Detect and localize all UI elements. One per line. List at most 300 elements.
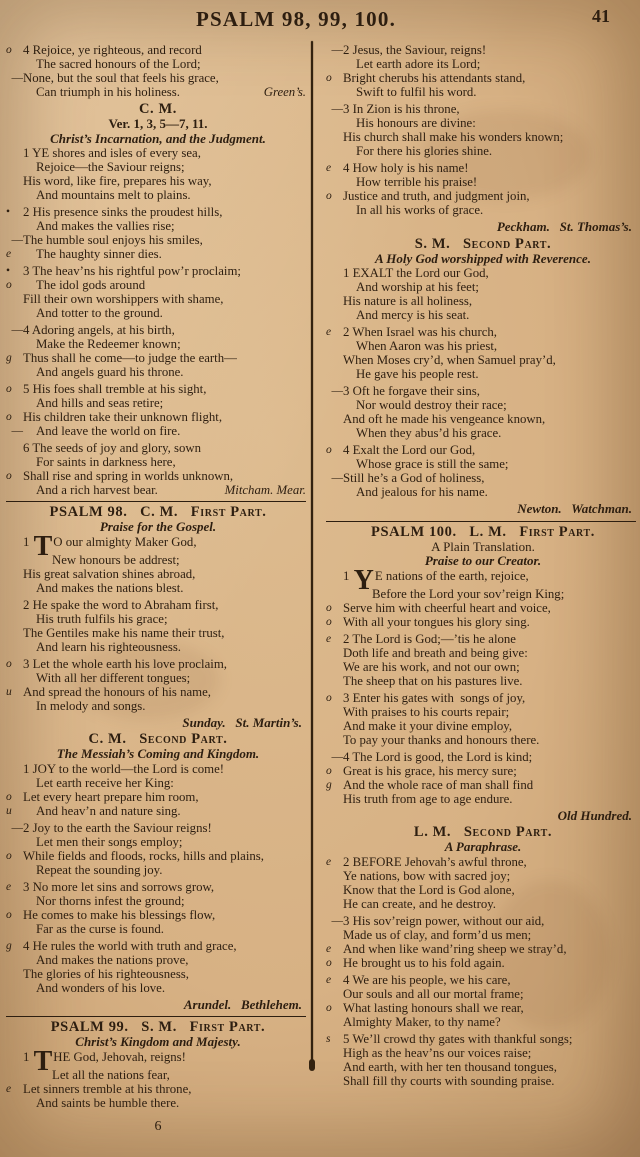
verse-line: [326, 280, 640, 294]
verse-line: [326, 308, 640, 322]
verse-text: The haughty sinner dies.: [36, 247, 162, 261]
psalm-verse: [6, 598, 310, 654]
verse-line: [326, 973, 640, 987]
verse-text: 2 Joy to the earth the Saviour reigns!: [23, 820, 212, 835]
verse-text: Nor would destroy their race;: [356, 398, 507, 412]
expression-mark: —: [331, 385, 342, 397]
verse-text: Can triumph in his holiness.: [36, 85, 180, 99]
verse-line: [326, 443, 640, 457]
verse-text: His truth from age to age endure.: [343, 791, 513, 806]
verse-line: [326, 457, 640, 471]
verse-line: [6, 762, 310, 776]
verse-text: 3 Let the whole earth his love proclaim,: [23, 656, 227, 671]
psalm-verse: [326, 443, 640, 499]
psalm-heading: S. M. Second Part.: [414, 235, 552, 252]
verse-text: 4 He rules the world with truth and grace,: [23, 938, 237, 953]
verse-text: And mountains melt to plains.: [36, 188, 191, 202]
expression-mark: —: [11, 821, 22, 834]
psalm-verse: [326, 384, 640, 440]
psalm-verse: [326, 914, 640, 970]
psalm-verse: [326, 973, 640, 1029]
psalm-heading: PSALM 99. S. M. First Part.: [50, 1019, 266, 1035]
verse-line: [6, 278, 310, 292]
verse-line: [6, 469, 310, 483]
expression-mark: e: [326, 326, 332, 338]
verse-line: [6, 581, 310, 595]
psalm-verse: [326, 691, 640, 747]
verse-line: [6, 1096, 310, 1110]
verse-line: [6, 396, 310, 410]
verse-line: [326, 485, 640, 499]
psalm-verse: [6, 205, 310, 261]
expression-mark: —: [331, 914, 342, 927]
verse-text: Shall rise and spring in worlds unknown,: [23, 469, 234, 483]
verse-text: 4 Adoring angels, at his birth,: [23, 323, 175, 337]
verse-line: [326, 956, 640, 970]
verse-line: [326, 144, 640, 158]
verse-text: What lasting honours shall we rear,: [343, 1000, 524, 1015]
left-column: [0, 43, 310, 1135]
psalm-verse: [6, 441, 310, 497]
expression-mark: —: [11, 425, 22, 437]
verse-text: Great is his grace, his mercy sure;: [343, 763, 517, 778]
verse-text: 3 Oft he forgave their sins,: [343, 384, 480, 398]
tune-names: Old Hundred.: [557, 807, 632, 823]
verse-line: [326, 646, 640, 660]
tune-names: Newton. Watchman.: [517, 501, 632, 516]
verse-number: 1: [23, 534, 33, 549]
expression-mark: o: [6, 790, 12, 803]
hymn-subtitle: Praise to our Creator.: [424, 553, 542, 568]
expression-mark: o: [6, 44, 12, 56]
psalm-verse: [326, 161, 640, 217]
verse-line: [326, 987, 640, 1001]
verse-text: 2 The Lord is God;—’tis he alone: [343, 631, 516, 646]
expression-mark: o: [326, 190, 332, 202]
verse-line: [6, 233, 310, 247]
hymn-subtitle: Praise for the Gospel.: [99, 519, 217, 534]
verse-line: [6, 657, 310, 671]
expression-mark: g: [6, 939, 12, 952]
section-rule: [6, 1016, 306, 1017]
psalm-verse: [6, 762, 310, 818]
psalm-verse: [326, 1032, 640, 1088]
verse-text: When Moses cry’d, when Samuel pray’d,: [343, 353, 556, 367]
verse-line: [326, 1046, 640, 1060]
verse-line: [6, 483, 310, 497]
expression-mark: u: [6, 685, 12, 698]
verse-number: 1: [343, 568, 353, 583]
verse-text: Rejoice—the Saviour reigns;: [36, 160, 185, 174]
verse-text: 6 The seeds of joy and glory, sown: [23, 441, 202, 455]
verse-line: [326, 1015, 640, 1029]
verse-text: Made us of clay, and form’d us men;: [343, 927, 532, 942]
expression-mark: —: [11, 72, 22, 84]
verse-line: [326, 325, 640, 339]
psalm-verse: [326, 102, 640, 158]
verse-line: [326, 587, 640, 601]
tune-name: Green’s.: [263, 85, 306, 99]
verse-text: He can create, and he destroy.: [343, 896, 497, 911]
verse-text: For there his glories shine.: [356, 144, 493, 158]
verse-line: [6, 1068, 310, 1082]
verse-text: Bright cherubs his attendants stand,: [343, 71, 526, 85]
expression-mark: o: [326, 764, 332, 777]
verse-text: 3 In Zion is his throne,: [343, 102, 460, 116]
verse-line: [326, 928, 640, 942]
expression-mark: e: [6, 248, 12, 260]
verse-text: Let every heart prepare him room,: [23, 789, 199, 804]
verse-text: And wonders of his love.: [36, 980, 166, 995]
verse-line: [6, 441, 310, 455]
verse-text: And makes the nations blest.: [36, 580, 184, 595]
verse-line: [326, 869, 640, 883]
verse-text: 3 No more let sins and sorrows grow,: [23, 879, 215, 894]
verse-text: 2 Jesus, the Saviour, reigns!: [343, 43, 487, 57]
verse-line: [326, 615, 640, 629]
psalm-verse: [6, 323, 310, 379]
verse-text: 1 EXALT the Lord our God,: [343, 266, 489, 280]
hymn-subtitle: Christ’s Incarnation, and the Judgment.: [50, 130, 266, 146]
expression-mark: g: [6, 352, 12, 364]
expression-mark: e: [6, 1082, 12, 1095]
verse-line: [6, 685, 310, 699]
verse-line: [6, 821, 310, 835]
verse-text: His word, like fire, prepares his way,: [23, 174, 212, 188]
verse-line: [6, 410, 310, 424]
verse-text: E nations of the earth, rejoice,: [374, 568, 529, 583]
verse-text: And worship at his feet;: [356, 280, 479, 294]
section-rule: [6, 501, 306, 502]
verse-text: O our almighty Maker God,: [53, 534, 197, 549]
verse-text: 4 We are his people, we his care,: [343, 972, 511, 987]
verse-text: The idol gods around: [36, 278, 146, 292]
verse-text: 2 His presence sinks the proudest hills,: [23, 205, 223, 219]
verse-text: Let men their songs employ;: [36, 834, 183, 849]
verse-text: And a rich harvest bear.: [36, 483, 158, 497]
verse-line: [6, 247, 310, 261]
verse-text: With praises to his courts repair;: [343, 704, 510, 719]
verse-text: The glories of his righteousness,: [23, 966, 189, 981]
verse-text: And learn his righteousness.: [36, 639, 182, 654]
verse-text: 5 We’ll crowd thy gates with thankful songs;: [343, 1031, 573, 1046]
verse-text: Justice and truth, and judgment join,: [343, 189, 530, 203]
verse-line: [6, 146, 310, 160]
verse-line: [326, 1074, 640, 1088]
verse-line: [326, 764, 640, 778]
verse-text: The humble soul enjoys his smiles,: [23, 233, 203, 247]
hymn-subtitle: A Holy God worshipped with Reverence.: [375, 250, 591, 266]
verse-line: [6, 640, 310, 654]
expression-mark: e: [326, 162, 332, 174]
verse-line: [6, 1082, 310, 1096]
expression-mark: g: [326, 778, 332, 791]
verse-text: And make it your divine employ,: [343, 718, 513, 733]
verse-line: [6, 351, 310, 365]
verse-text: And makes the vallies rise;: [36, 219, 175, 233]
verse-text: HE God, Jehovah, reigns!: [53, 1049, 186, 1064]
verse-text: Shall fill thy courts with sounding praise.: [343, 1073, 555, 1088]
verse-number: 1: [23, 1049, 33, 1064]
expression-mark: o: [6, 908, 12, 921]
expression-mark: —: [11, 324, 22, 336]
verse-line: [326, 71, 640, 85]
verse-text: And totter to the ground.: [36, 306, 163, 320]
psalm-verse: [326, 632, 640, 688]
verse-text: Still he’s a God of holiness,: [343, 471, 485, 485]
verse-line: [326, 102, 640, 116]
tune-names: Arundel. Bethlehem.: [183, 996, 302, 1012]
verse-text: 2 BEFORE Jehovah’s awful throne,: [343, 854, 527, 869]
expression-mark: o: [6, 470, 12, 482]
verse-text: Let earth receive her King:: [36, 775, 174, 790]
column-divider: [311, 41, 313, 1065]
verse-line: [326, 792, 640, 806]
verse-line: [326, 719, 640, 733]
hymn-subtitle: A Plain Translation.: [431, 538, 535, 554]
verse-line: [326, 294, 640, 308]
verse-line: [326, 130, 640, 144]
verse-text: The sacred honours of the Lord;: [36, 57, 201, 71]
verse-text: We are his work, and not our own;: [343, 659, 520, 674]
verse-text: And saints be humble there.: [36, 1095, 180, 1110]
psalm-verse: [6, 382, 310, 438]
verse-text: His children take their unknown flight,: [23, 410, 223, 424]
expression-mark: •: [6, 206, 11, 218]
verse-text: With all your tongues his glory sing.: [343, 614, 530, 629]
expression-mark: —: [331, 472, 342, 484]
verse-line: [6, 567, 310, 581]
verse-text: Thus shall he come—to judge the earth—: [23, 351, 237, 365]
expression-mark: o: [326, 691, 332, 704]
verse-line: [6, 939, 310, 953]
expression-mark: e: [326, 942, 332, 955]
verse-line: [6, 455, 310, 469]
verse-line: [326, 203, 640, 217]
verse-text: For saints in darkness here,: [36, 455, 176, 469]
verse-text: 4 How holy is his name!: [343, 161, 469, 175]
psalm-heading: PSALM 98. C. M. First Part.: [49, 504, 267, 520]
verse-line: [326, 750, 640, 764]
verse-line: [326, 674, 640, 688]
verse-line: [326, 43, 640, 57]
verse-text: Let sinners tremble at his throne,: [23, 1081, 192, 1096]
drop-cap: T: [33, 530, 53, 562]
verse-line: [326, 914, 640, 928]
verse-line: [6, 849, 310, 863]
expression-mark: o: [326, 956, 332, 969]
expression-mark: o: [6, 383, 12, 395]
expression-mark: e: [326, 973, 332, 986]
verse-text: And makes the nations prove,: [36, 952, 189, 967]
verse-line: [6, 699, 310, 713]
verse-text: None, but the soul that feels his grace,: [23, 71, 219, 85]
verse-line: [6, 612, 310, 626]
verse-text: 3 The heav’ns his rightful pow’r proclaim;: [23, 264, 241, 278]
verse-line: [326, 883, 640, 897]
verse-text: And mercy is his seat.: [356, 308, 470, 322]
verse-text: Let earth adore its Lord;: [356, 57, 481, 71]
expression-mark: e: [326, 855, 332, 868]
verse-line: [326, 778, 640, 792]
verse-line: [6, 863, 310, 877]
verse-text: And spread the honours of his name,: [23, 684, 212, 699]
verse-line: [326, 384, 640, 398]
verse-line: [326, 353, 640, 367]
verse-text: He brought us to his fold again.: [343, 955, 505, 970]
psalm-verse: [6, 264, 310, 320]
verse-line: [6, 382, 310, 396]
psalm-verse: [6, 1045, 310, 1110]
verse-text: Doth life and breath and being give:: [343, 645, 528, 660]
page-header: [0, 0, 640, 39]
verse-text: And earth, with her ten thousand tongues,: [343, 1059, 557, 1074]
verse-text: His truth fulfils his grace;: [36, 611, 168, 626]
verse-line: [326, 161, 640, 175]
psalm-verse: [326, 564, 640, 629]
psalm-verse: [6, 880, 310, 936]
verse-line: [326, 601, 640, 615]
verse-line: [6, 776, 310, 790]
psalm-verse: [326, 43, 640, 99]
verse-line: [6, 908, 310, 922]
verse-text: How terrible his praise!: [356, 175, 478, 189]
verse-line: [326, 632, 640, 646]
verse-text: In melody and songs.: [36, 698, 146, 713]
verse-reference: Ver. 1, 3, 5—7, 11.: [108, 116, 208, 131]
verse-line: [326, 733, 640, 747]
verse-text: And the whole race of man shall find: [343, 777, 534, 792]
hymn-subtitle: A Paraphrase.: [444, 839, 522, 854]
expression-mark: o: [6, 657, 12, 670]
tune-names: Sunday. St. Martin’s.: [182, 714, 302, 730]
verse-line: [326, 660, 640, 674]
hymn-subtitle: The Messiah’s Coming and Kingdom.: [56, 746, 260, 761]
verse-line: [6, 894, 310, 908]
verse-text: And jealous for his name.: [356, 485, 488, 499]
verse-text: His honours are divine:: [356, 116, 476, 130]
verse-line: [6, 188, 310, 202]
verse-line: [6, 306, 310, 320]
verse-line: [326, 426, 640, 440]
verse-line: [326, 471, 640, 485]
verse-line: [6, 880, 310, 894]
verse-line: [326, 189, 640, 203]
verse-line: [326, 367, 640, 381]
page-title: PSALM 98, 99, 100.: [195, 7, 397, 31]
verse-line: [326, 942, 640, 956]
verse-line: [6, 160, 310, 174]
verse-text: And heav’n and nature sing.: [36, 803, 181, 818]
verse-text: Ye nations, bow with sacred joy;: [343, 868, 511, 883]
verse-line: [6, 424, 310, 438]
verse-text: Almighty Maker, to thy name?: [343, 1014, 501, 1029]
verse-line: [6, 219, 310, 233]
verse-text: 3 Enter his gates with songs of joy,: [343, 690, 526, 705]
expression-mark: o: [6, 411, 12, 423]
section-rule: [326, 521, 636, 522]
expression-mark: e: [6, 880, 12, 893]
verse-line: [6, 967, 310, 981]
expression-mark: —: [11, 234, 22, 246]
verse-text: Far as the curse is found.: [36, 921, 164, 936]
psalm-verse: [6, 657, 310, 713]
verse-text: And hills and seas retire;: [36, 396, 164, 410]
psalm-verse: [6, 939, 310, 995]
expression-mark: o: [326, 444, 332, 456]
verse-line: [326, 266, 640, 280]
psalm-heading: PSALM 100. L. M. First Part.: [370, 523, 595, 540]
drop-cap: Y: [353, 564, 374, 596]
psalm-verse: [326, 325, 640, 381]
verse-line: [6, 598, 310, 612]
verse-line: [326, 897, 640, 911]
psalm-heading: C. M.: [138, 101, 178, 117]
verse-text: 2 He spake the word to Abraham first,: [23, 597, 219, 612]
verse-line: [6, 981, 310, 995]
verse-text: New honours be addrest;: [52, 552, 180, 567]
verse-line: [6, 804, 310, 818]
expression-mark: s: [326, 1032, 331, 1045]
verse-line: [6, 671, 310, 685]
expression-mark: •: [6, 265, 11, 277]
verse-text: His nature is all holiness,: [343, 294, 473, 308]
verse-line: [6, 43, 310, 57]
expression-mark: o: [6, 849, 12, 862]
verse-text: Serve him with cheerful heart and voice,: [343, 600, 551, 615]
expression-mark: —: [331, 44, 342, 56]
verse-line: [326, 1060, 640, 1074]
psalm-heading: C. M. Second Part.: [88, 731, 228, 747]
verse-line: [326, 57, 640, 71]
verse-line: [326, 1001, 640, 1015]
verse-text: Let all the nations fear,: [52, 1067, 170, 1082]
verse-text: Fill their own worshippers with shame,: [23, 292, 224, 306]
verse-line: [6, 365, 310, 379]
verse-line: [6, 790, 310, 804]
verse-text: And when like wand’ring sheep we stray’d,: [343, 941, 567, 956]
verse-text: His church shall make his wonders known;: [343, 130, 564, 144]
verse-text: When Aaron was his priest,: [356, 339, 498, 353]
psalm-heading: L. M. Second Part.: [413, 824, 553, 840]
verse-line: [6, 174, 310, 188]
psalm-verse: [6, 530, 310, 595]
verse-text: 1 JOY to the world—the Lord is come!: [23, 761, 225, 776]
hymn-subtitle: Christ’s Kingdom and Majesty.: [75, 1034, 241, 1049]
verse-text: 2 When Israel was his church,: [343, 325, 497, 339]
verse-text: His great salvation shines abroad,: [23, 566, 196, 581]
verse-text: Our souls and all our mortal frame;: [343, 986, 524, 1001]
verse-line: [6, 922, 310, 936]
psalm-verse: [326, 750, 640, 806]
verse-text: High as the heav’ns our voices raise;: [343, 1045, 532, 1060]
verse-line: [6, 71, 310, 85]
right-column: [310, 43, 640, 1135]
verse-line: [326, 705, 640, 719]
psalm-verse: [6, 146, 310, 202]
psalm-verse: [6, 43, 310, 99]
verse-line: [6, 85, 310, 99]
verse-line: [6, 626, 310, 640]
verse-text: With all her different tongues;: [36, 670, 191, 685]
verse-line: [326, 116, 640, 130]
verse-line: [326, 85, 640, 99]
expression-mark: e: [326, 632, 332, 645]
verse-text: In all his works of grace.: [356, 203, 484, 217]
text-columns: [0, 39, 640, 1135]
verse-line: [326, 398, 640, 412]
expression-mark: o: [326, 615, 332, 628]
